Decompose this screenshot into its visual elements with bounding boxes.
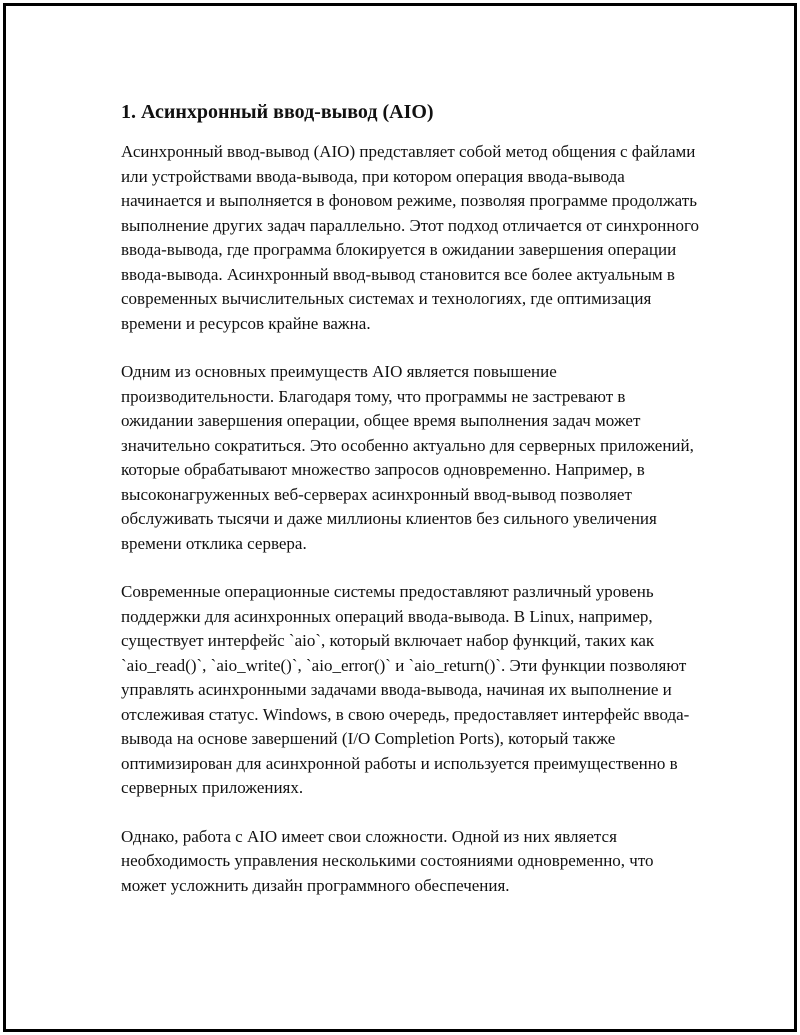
paragraph-intro: Асинхронный ввод-вывод (AIO) представляет собой метод общения с файлами или устройствами ввода-вывода, при котором операция ввода-вывода начинается и выполняется в фоновом режиме, позволяя программе продолжать выполнение других задач параллельно. Этот подход отличается от синхронного ввода-вывода, где программа блокируется в ожидании завершения операции ввода-вывода. Асинхронный ввод-вывод становится все более актуальным в современных вычислительных системах и технологиях, где оптимизация времени и ресурсов крайне важна. <box>121 142 700 333</box>
paragraph-performance: Одним из основных преимуществ AIO является повышение производительности. Благодаря тому, что программы не застревают в ожидании завершения операции, общее время выполнения задач может значительно сократиться. Это особенно актуально для серверных приложений, которые обрабатывают множество запросов одновременно. Например, в высоконагруженных веб-серверах асинхронный ввод-вывод позволяет обслуживать тысячи и даже миллионы клиентов без сильного увеличения времени отклика сервера. <box>121 362 694 553</box>
paragraph-complexity: Однако, работа с AIO имеет свои сложности. Одной из них является необходимость управления несколькими состояниями одновременно, что может усложнить дизайн программного обеспечения. <box>121 826 654 895</box>
document-body <box>121 98 701 922</box>
paragraph-os-support: Современные операционные системы предоставляют различный уровень поддержки для асинхронных операций ввода-вывода. В Linux, например, существует интерфейс `aio`, который включает набор функций, таких как `aio_read()`, `aio_write()`, `aio_error()` и `aio_return()`. Эти функции позволяют управлять асинхронными задачами ввода-вывода, начиная их выполнение и отслеживая статус. Windows, в свою очередь, предоставляет интерфейс ввода-вывода на основе завершений (I/O Completion Ports), который также оптимизирован для асинхронной работы и используется преимущественно в серверных приложениях. <box>121 582 690 797</box>
page-frame <box>3 3 797 1032</box>
section-title: 1. Асинхронный ввод-вывод (AIO) <box>121 101 434 123</box>
